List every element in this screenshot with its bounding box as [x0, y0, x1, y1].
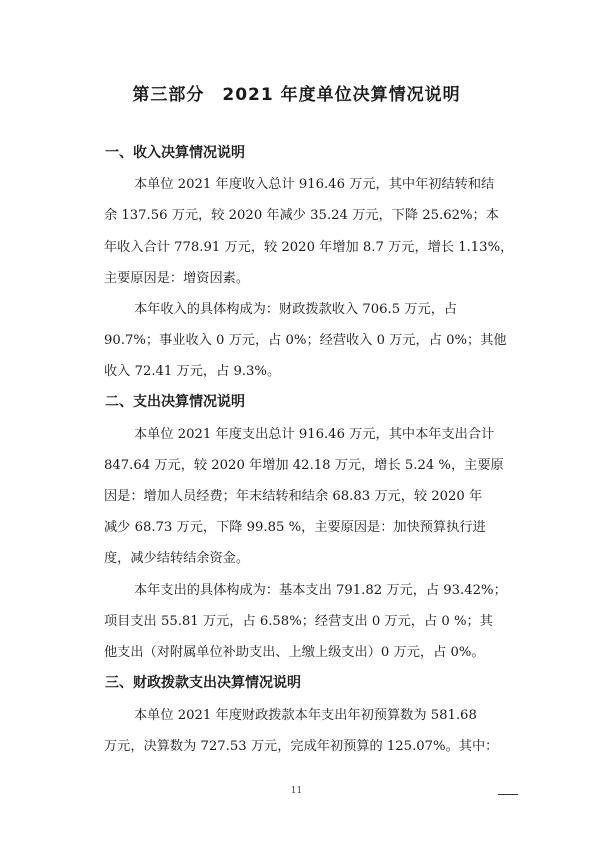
- paragraph-line: 减少 68.73 万元，下降 99.85 %，主要原因是：加快预算执行进: [104, 520, 486, 535]
- section3-heading: 三、财政拨款支出决算情况说明: [105, 675, 301, 691]
- paragraph-line: 847.64 万元，较 2020 年增加 42.18 万元，增长 5.24 %，主要原: [104, 458, 504, 473]
- paragraph-line: 度，减少结转结余资金。: [104, 551, 250, 566]
- page-title: [0, 80, 593, 105]
- paragraph-line: 收入 72.41 万元，占 9.3%。: [104, 364, 281, 379]
- page-number: 11: [290, 786, 303, 796]
- paragraph-line: 本单位 2021 年度财政拨款本年支出年初预算数为 581.68: [134, 708, 477, 723]
- paragraph-line: 万元，决算数为 727.53 万元，完成年初预算的 125.07%。其中：: [104, 739, 499, 754]
- paragraph-line: 本年收入的具体构成为：财政拨款收入 706.5 万元，占: [134, 302, 458, 317]
- footer-divider: [498, 794, 518, 795]
- paragraph-line: 本年支出的具体构成为：基本支出 791.82 万元，占 93.42%；: [134, 583, 507, 598]
- title-part: 第三部分: [132, 85, 205, 105]
- paragraph-line: 余 137.56 万元，较 2020 年减少 35.24 万元，下降 25.62%；本: [104, 208, 499, 223]
- paragraph-line: 主要原因是：增资因素。: [104, 271, 250, 286]
- section1-heading: 一、收入决算情况说明: [105, 145, 245, 161]
- section2-heading: 二、支出决算情况说明: [105, 394, 245, 410]
- paragraph-line: 年收入合计 778.91 万元，较 2020 年增加 8.7 万元，增长 1.13%，: [104, 240, 514, 255]
- paragraph-line: 因是：增加人员经费；年末结转和结余 68.83 万元，较 2020 年: [104, 489, 483, 504]
- paragraph-line: 他支出（对附属单位补助支出、上缴上级支出）0 万元，占 0%。: [104, 645, 485, 660]
- paragraph-line: 项目支出 55.81 万元，占 6.58%；经营支出 0 万元，占 0 %；其: [104, 614, 493, 629]
- title-text: 2021 年度单位决算情况说明: [222, 85, 461, 105]
- paragraph-line: 90.7%；事业收入 0 万元，占 0%；经营收入 0 万元，占 0%；其他: [104, 333, 507, 348]
- paragraph-line: 本单位 2021 年度收入总计 916.46 万元，其中年初结转和结: [134, 177, 495, 192]
- paragraph-line: 本单位 2021 年度支出总计 916.46 万元，其中本年支出合计: [134, 427, 495, 442]
